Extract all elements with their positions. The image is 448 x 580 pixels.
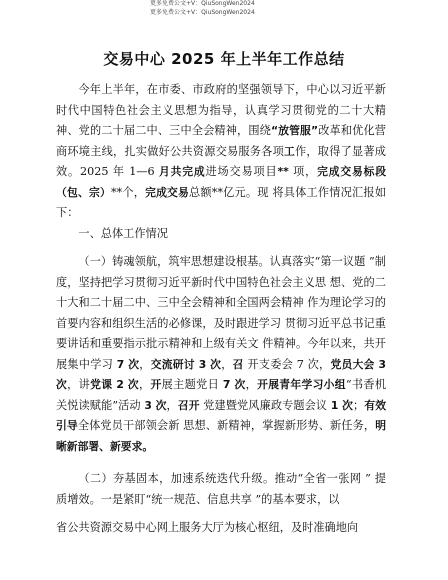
document-title: 交易中心 2025 年上半年工作总结: [103, 50, 345, 68]
watermark-line-2: 更多免费公文+V：QiuSongWen2024: [150, 9, 255, 16]
sub1-emphasis-v: 1 次: [330, 398, 354, 412]
sub1-text-a: （一）铸魂领航，筑牢思想建设根基。认真落实“第一议题 ”制度，坚持把学习贯彻习近平新时代中国特色社会主义思 想、党的二十大和二十届二中、三中全会精神和全国两会精神 作为理论学习的首要内容和组织生活的必修课，及时跟进学习 贯彻习近平总书记重要讲话和重要指示批示精神和上级有关文 件精神。今年以来，共开展集中学习: [56, 255, 386, 371]
sub1-emphasis-r: 3 次: [144, 398, 167, 412]
sub1-emphasis-n: 7 次: [222, 378, 246, 391]
sub1-text-k: ，: [139, 378, 151, 391]
intro-text-g: 进场交易项目: [205, 165, 278, 178]
sub1-emphasis-t: 召开: [177, 398, 200, 412]
intro-emphasis-gong: 工: [283, 144, 295, 158]
intro-text-e: 作，取得了显著成效。2025 年 1—6: [56, 144, 386, 178]
sub1-text-y: 全体党员干部领会新 思想、新精神，掌握新形势、新任务，: [77, 419, 376, 432]
sub1-text-g: 开支委会 7 次，: [243, 357, 331, 371]
watermark-line-1: 更多免费公文+V：QiuSongWen2024: [150, 0, 255, 7]
intro-text-m: 总额**亿元。现 将具体工作情况汇报如下：: [56, 185, 387, 219]
document-body: [56, 80, 386, 539]
intro-emphasis-yue: 月共完成: [159, 165, 206, 178]
sub1-emphasis-h: 党员大会 3 次: [56, 357, 386, 391]
sub1-text-o: ，: [245, 378, 258, 391]
sub1-text-u: 党建暨党风廉政专题会议: [199, 398, 331, 412]
sub1-text-i: ，讲: [67, 378, 91, 391]
intro-text-a: 今年上半年，在市委、市政府的坚强领导下，中心以习近平新时代中国特色社会主义思想为指导，认真学习贯彻党的二十大精神、党的二十届二中、三中全会精神，围绕: [56, 83, 386, 137]
sub1-text-m: 展主题党日: [161, 378, 223, 391]
sub1-emphasis-f: 召: [232, 357, 244, 371]
sub1-emphasis-l: 开: [150, 378, 162, 391]
intro-emphasis-wancheng: 完成交易: [145, 185, 190, 199]
sub1-text-w: ；: [353, 398, 365, 412]
sub1-emphasis-b: 7 次: [116, 357, 140, 371]
subsection-2-continuation: 省公共资源交易中心网上服务大厅为核心枢纽，及时准确地向: [56, 521, 359, 534]
sub1-emphasis-p: 开展青年学习小组: [257, 378, 346, 391]
sub1-text-c: ，: [139, 357, 151, 371]
intro-emphasis-fangguanfu: “放管服”: [270, 124, 319, 137]
sub1-emphasis-d: 交流研讨 3 次: [150, 357, 222, 371]
sub1-text-q: “书香机关悦读赋能”活动: [56, 378, 387, 412]
intro-emphasis-biaoduan: 完成交易标段（包、宗）: [56, 165, 387, 199]
sub1-text-e: ，: [221, 357, 233, 371]
intro-emphasis-count: **: [277, 165, 289, 178]
subsection-1-paragraph: [56, 252, 386, 457]
sub1-emphasis-x: 有效引导: [56, 398, 387, 432]
intro-paragraph: [56, 80, 386, 224]
sub1-emphasis-j: 党课 2 次: [90, 378, 140, 391]
section-heading-overall: 一、总体工作情况: [78, 226, 168, 240]
sub1-emphasis-z: 明晰新部署、新要求。: [56, 419, 386, 453]
subsection-2-paragraph: （二）夯基固本，加速系统迭代升级。推动“全省一张网 ” 提质增效。一是紧盯“统一规范、信息共享 ”的基本要求，以: [56, 472, 386, 506]
intro-text-k: **个，: [110, 185, 146, 199]
sub1-text-s: ，: [166, 398, 178, 412]
intro-text-c: 改革和优化营商环境主线，扎实做好公共资源交易服务各项: [56, 124, 386, 158]
intro-text-i: 项，: [288, 165, 318, 178]
